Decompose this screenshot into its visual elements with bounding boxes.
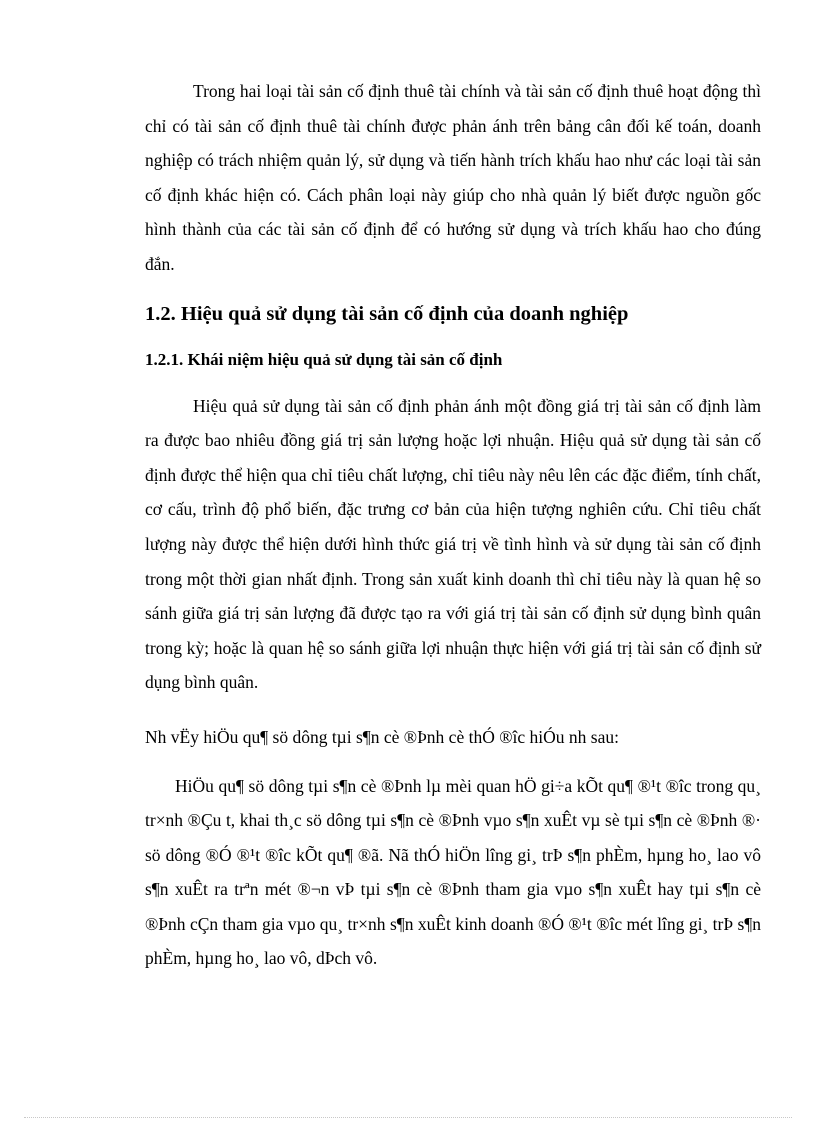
encoded-paragraph: HiÖu qu¶ sö dông tµi s¶n cè ®Þnh lµ mèi quan hÖ gi÷a kÕt qu¶ ®¹t ®îc trong qu¸ tr×nh ®Çu t, khai th¸c sö dông tµi s¶n cè ®Þnh vµo s¶n xuÊt vµ sè tµi s¶n cè ®Þnh ®· sö dông ®Ó ®¹t ®îc kÕt qu¶ ®ã. Nã thÓ hiÖn lîng gi¸ trÞ s¶n phÈm, hµng ho¸ lao vô s¶n xuÊt ra trªn mét ®¬n vÞ tµi s¶n cè ®Þnh tham gia vµo s¶n xuÊt hay tµi s¶n cè ®Þnh cÇn tham gia vµo qu¸ tr×nh s¶n xuÊt kinh doanh ®Ó ®¹t ®îc mét lîng gi¸ trÞ s¶n phÈm, hµng ho¸ lao vô, dÞch vô.	[145, 775, 761, 969]
document-page	[145, 74, 761, 976]
lead-in-paragraph: Nh vËy hiÖu qu¶ sö dông tµi s¶n cè ®Þnh cè thÓ ®îc hiÓu nh sau:	[145, 726, 619, 747]
definition-paragraph: Hiệu quả sử dụng tài sản cố định phản ánh một đồng giá trị tài sản cố định làm ra được bao nhiêu đồng giá trị sản lượng hoặc lợi nhuận. Hiệu quả sử dụng tài sản cố định được thể hiện qua chỉ tiêu chất lượng, chỉ tiêu này nêu lên các đặc điểm, tính chất, cơ cấu, trình độ phổ biến, đặc trưng cơ bản của hiện tượng nghiên cứu. Chỉ tiêu chất lượng này được thể hiện dưới hình thức giá trị về tình hình và sử dụng tài sản cố định trong một thời gian nhất định. Trong sản xuất kinh doanh thì chỉ tiêu này là quan hệ so sánh giữa giá trị sản lượng đã được tạo ra với giá trị tài sản cố định sử dụng bình quân trong kỳ; hoặc là quan hệ so sánh giữa lợi nhuận thực hiện với giá trị tài sản cố định sử dụng bình quân.	[145, 395, 761, 693]
intro-paragraph: Trong hai loại tài sản cố định thuê tài chính và tài sản cố định thuê hoạt động thì chỉ có tài sản cố định thuê tài chính được phản ánh trên bảng cân đối kế toán, doanh nghiệp có trách nhiệm quản lý, sử dụng và tiến hành trích khấu hao như các loại tài sản cố định khác hiện có. Cách phân loại này giúp cho nhà quản lý biết được nguồn gốc hình thành của các tài sản cố định để có hướng sử dụng và trích khấu hao cho đúng đắn.	[145, 81, 761, 274]
section-heading: 1.2. Hiệu quả sử dụng tài sản cố định của doanh nghiệp	[145, 302, 629, 325]
page-border-divider	[24, 1117, 792, 1118]
subsection-heading: 1.2.1. Khái niệm hiệu quả sử dụng tài sản cố định	[145, 349, 503, 369]
